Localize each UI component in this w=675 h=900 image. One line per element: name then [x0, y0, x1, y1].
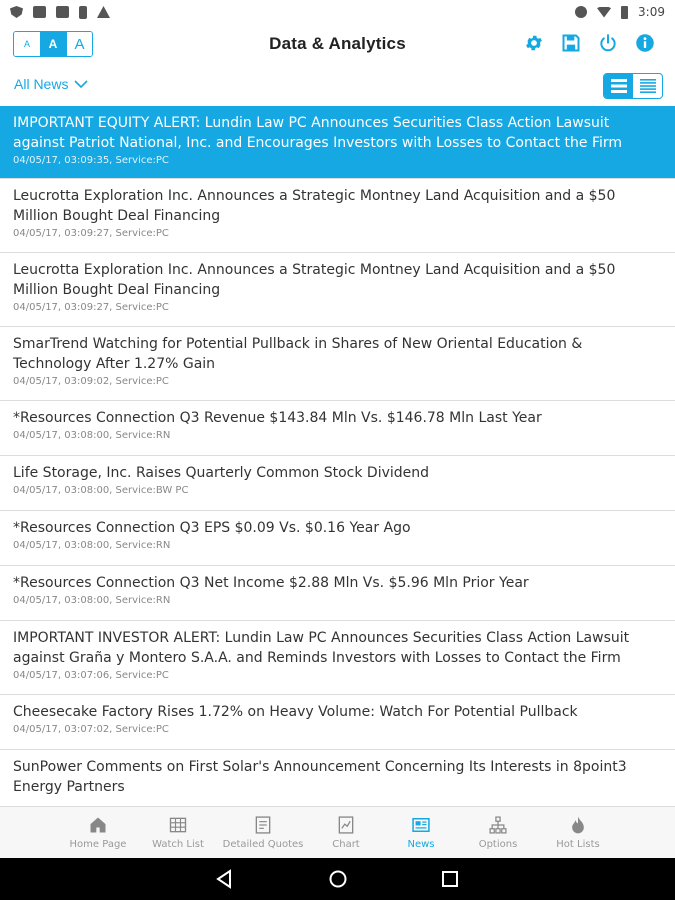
tab-label: Home Page	[69, 839, 127, 850]
quote-doc-icon	[253, 815, 273, 835]
tab-chart[interactable]	[306, 807, 386, 859]
news-meta: 04/05/17, 03:09:27, Service:PC	[13, 228, 169, 239]
tab-label: Watch List	[152, 839, 204, 850]
news-item[interactable]	[0, 179, 675, 253]
back-icon	[215, 869, 235, 889]
list-detailed-icon	[611, 79, 627, 93]
font-size-large-button[interactable]: A	[66, 32, 92, 56]
status-bar	[0, 0, 675, 24]
tab-watch-list[interactable]	[138, 807, 218, 859]
news-item[interactable]	[0, 253, 675, 327]
news-item[interactable]	[0, 750, 675, 806]
news-meta: 04/05/17, 03:07:02, Service:PC	[13, 724, 169, 735]
news-title: SunPower Comments on First Solar's Announcement Concerning Its Interests in 8point3 Energy Partners	[13, 759, 627, 795]
grid-icon	[168, 815, 188, 835]
save-button[interactable]	[561, 33, 581, 53]
tab-label: Hot Lists	[556, 839, 600, 850]
recents-icon	[440, 869, 460, 889]
view-compact-button[interactable]	[633, 74, 662, 98]
news-item[interactable]	[0, 456, 675, 511]
home-icon	[88, 815, 108, 835]
warning-icon	[97, 6, 110, 18]
news-item[interactable]	[0, 511, 675, 566]
tab-news[interactable]	[381, 807, 461, 859]
view-toggle	[603, 73, 663, 99]
news-meta: 04/05/17, 03:08:00, Service:BW PC	[13, 485, 189, 496]
home-circle-icon	[328, 869, 348, 889]
tab-label: Options	[478, 839, 518, 850]
news-meta: 04/05/17, 03:09:35, Service:PC	[13, 155, 169, 166]
news-item[interactable]	[0, 566, 675, 621]
status-time: 3:09	[638, 5, 665, 19]
status-right	[575, 5, 665, 19]
tab-hot-lists[interactable]	[538, 807, 618, 859]
news-title: IMPORTANT INVESTOR ALERT: Lundin Law PC Announces Securities Class Action Lawsuit against Graña y Montero S.A.A. and Reminds Investors with Losses to Contact the Firm	[13, 630, 630, 666]
page-title: Data & Analytics	[269, 34, 406, 53]
home-button[interactable]	[328, 869, 348, 889]
news-title: Leucrotta Exploration Inc. Announces a Strategic Montney Land Acquisition and a $50 Million Bought Deal Financing	[13, 188, 616, 224]
bottom-tab-bar	[0, 806, 675, 858]
recents-button[interactable]	[440, 869, 460, 889]
header-actions	[524, 33, 655, 53]
hierarchy-icon	[488, 815, 508, 835]
gear-icon	[524, 33, 544, 53]
wifi-icon	[597, 7, 611, 18]
news-meta: 04/05/17, 03:09:27, Service:PC	[13, 302, 169, 313]
back-button[interactable]	[215, 869, 235, 889]
tab-label: Detailed Quotes	[222, 839, 304, 850]
chart-icon	[336, 815, 356, 835]
tab-detailed-quotes[interactable]	[223, 807, 303, 859]
info-button[interactable]	[635, 33, 655, 53]
tab-label: News	[407, 839, 435, 850]
news-item[interactable]	[0, 327, 675, 401]
shield-icon	[10, 6, 23, 18]
photo-icon	[56, 6, 69, 18]
flame-icon	[568, 815, 588, 835]
battery-icon	[621, 6, 628, 19]
news-title: SmarTrend Watching for Potential Pullback in Shares of New Oriental Education & Technology After 1.27% Gain	[13, 336, 583, 372]
news-title: IMPORTANT EQUITY ALERT: Lundin Law PC Announces Securities Class Action Lawsuit against Patriot National, Inc. and Encourages Investors with Losses to Contact the Firm	[13, 115, 623, 151]
tab-home-page[interactable]	[58, 807, 138, 859]
news-item[interactable]	[0, 621, 675, 695]
news-title: Leucrotta Exploration Inc. Announces a Strategic Montney Land Acquisition and a $50 Million Bought Deal Financing	[13, 262, 616, 298]
news-title: *Resources Connection Q3 EPS $0.09 Vs. $0.16 Year Ago	[13, 520, 411, 536]
news-meta: 04/05/17, 03:08:00, Service:RN	[13, 540, 171, 551]
news-icon	[411, 815, 431, 835]
news-filter-label: All News	[14, 76, 69, 92]
news-list[interactable]	[0, 106, 675, 806]
system-nav-bar	[0, 858, 675, 900]
status-left	[10, 6, 110, 19]
font-size-small-button[interactable]: A	[14, 32, 40, 56]
power-icon	[598, 33, 618, 53]
news-meta: 04/05/17, 03:09:02, Service:PC	[13, 376, 169, 387]
settings-button[interactable]	[524, 33, 544, 53]
list-compact-icon	[640, 79, 656, 93]
tab-options[interactable]	[458, 807, 538, 859]
news-meta: 04/05/17, 03:08:00, Service:RN	[13, 430, 171, 441]
chevron-down-icon	[74, 79, 88, 89]
news-title: Cheesecake Factory Rises 1.72% on Heavy Volume: Watch For Potential Pullback	[13, 704, 578, 720]
dnd-icon	[575, 6, 587, 18]
news-item[interactable]	[0, 695, 675, 750]
app-header	[0, 24, 675, 66]
filter-bar	[0, 72, 675, 102]
news-meta: 04/05/17, 03:08:00, Service:RN	[13, 595, 171, 606]
news-filter-dropdown[interactable]	[14, 76, 88, 92]
info-icon	[635, 33, 655, 53]
font-size-selector	[13, 31, 93, 57]
news-item[interactable]	[0, 401, 675, 456]
tab-label: Chart	[332, 839, 360, 850]
font-size-medium-button[interactable]: A	[40, 32, 66, 56]
news-item[interactable]	[0, 106, 675, 179]
news-title: *Resources Connection Q3 Revenue $143.84 Mln Vs. $146.78 Mln Last Year	[13, 410, 542, 426]
power-button[interactable]	[598, 33, 618, 53]
save-icon	[561, 33, 581, 53]
news-meta: 04/05/17, 03:07:06, Service:PC	[13, 670, 169, 681]
phone-icon	[79, 6, 87, 19]
news-title: Life Storage, Inc. Raises Quarterly Common Stock Dividend	[13, 465, 430, 481]
image-icon	[33, 6, 46, 18]
view-detailed-button[interactable]	[604, 74, 633, 98]
news-title: *Resources Connection Q3 Net Income $2.88 Mln Vs. $5.96 Mln Prior Year	[13, 575, 529, 591]
